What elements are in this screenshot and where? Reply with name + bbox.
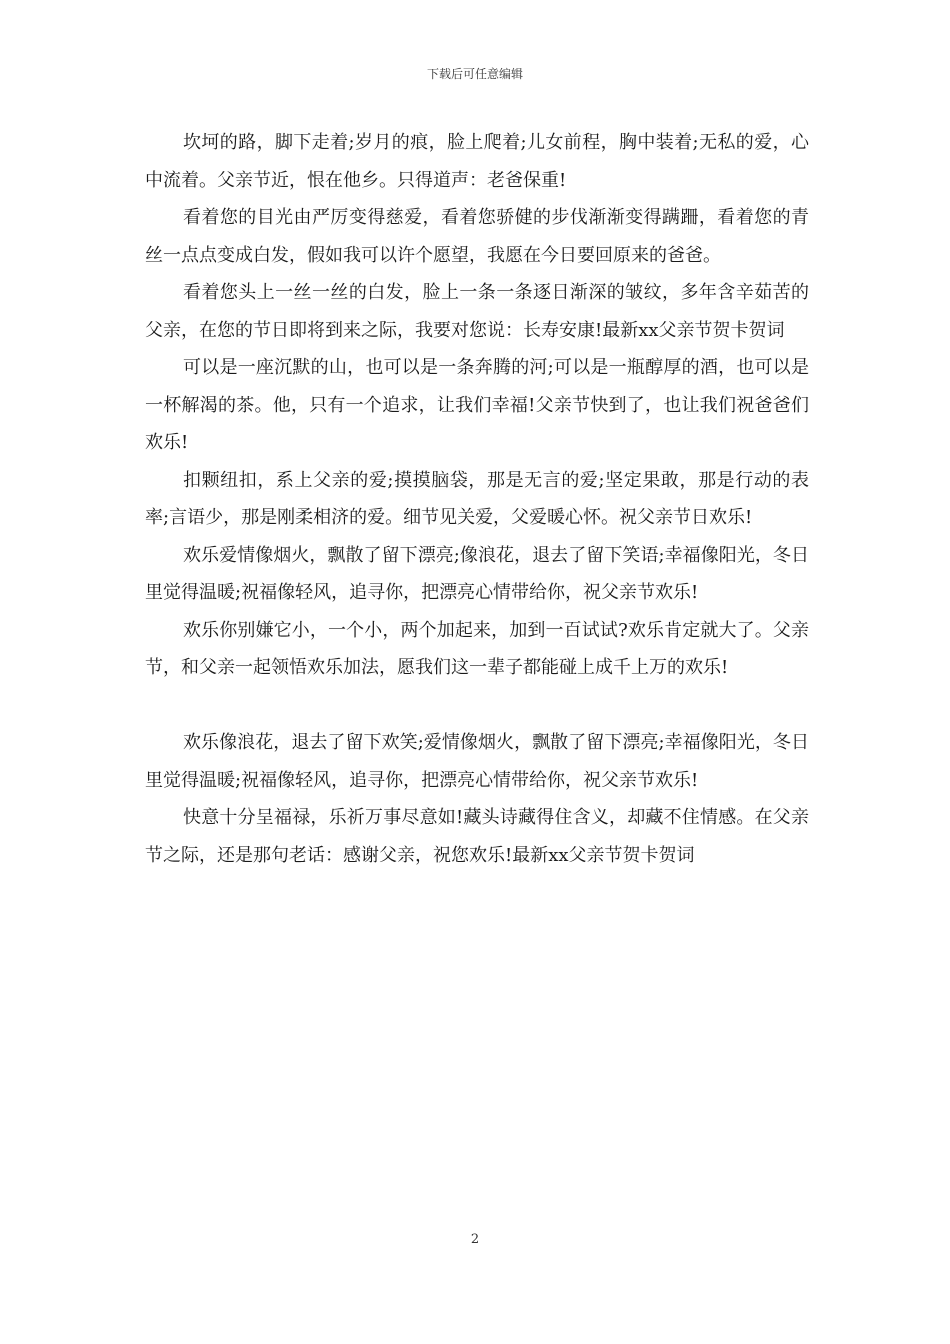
- blank-line: [145, 687, 809, 725]
- document-body: [145, 124, 809, 874]
- paragraph: 看着您头上一丝一丝的白发，脸上一条一条逐日渐深的皱纹，多年含辛茹苦的父亲，在您的节日即将到来之际，我要对您说：长寿安康!最新xx父亲节贺卡贺词: [145, 282, 809, 341]
- paragraph: 欢乐像浪花，退去了留下欢笑;爱情像烟火，飘散了留下漂亮;幸福像阳光，冬日里觉得温暖;祝福像轻风，追寻你，把漂亮心情带给你，祝父亲节欢乐!: [145, 732, 809, 791]
- paragraph: 看着您的目光由严厉变得慈爱，看着您骄健的步伐渐渐变得蹒跚，看着您的青丝一点点变成白发，假如我可以许个愿望，我愿在今日要回原来的爸爸。: [145, 207, 809, 266]
- paragraph: 欢乐你别嫌它小，一个小，两个加起来，加到一百试试?欢乐肯定就大了。父亲节，和父亲一起领悟欢乐加法，愿我们这一辈子都能碰上成千上万的欢乐!: [145, 619, 809, 678]
- paragraph: 坎坷的路，脚下走着;岁月的痕，脸上爬着;儿女前程，胸中装着;无私的爱，心中流着。父亲节近，恨在他乡。只得道声：老爸保重!: [145, 132, 809, 191]
- paragraph: 扣颗纽扣，系上父亲的爱;摸摸脑袋，那是无言的爱;坚定果敢，那是行动的表率;言语少，那是刚柔相济的爱。细节见关爱，父爱暖心怀。祝父亲节日欢乐!: [145, 469, 809, 528]
- paragraph: 欢乐爱情像烟火，飘散了留下漂亮;像浪花，退去了留下笑语;幸福像阳光，冬日里觉得温暖;祝福像轻风，追寻你，把漂亮心情带给你，祝父亲节欢乐!: [145, 544, 809, 603]
- page-header: 下载后可任意编辑: [426, 67, 523, 81]
- paragraph: 快意十分呈福禄，乐祈万事尽意如!藏头诗藏得住含义，却藏不住情感。在父亲节之际，还是那句老话：感谢父亲，祝您欢乐!最新xx父亲节贺卡贺词: [145, 807, 809, 866]
- paragraph: 可以是一座沉默的山，也可以是一条奔腾的河;可以是一瓶醇厚的酒，也可以是一杯解渴的茶。他，只有一个追求，让我们幸福!父亲节快到了，也让我们祝爸爸们欢乐!: [145, 357, 809, 453]
- page-number: 2: [470, 1232, 480, 1247]
